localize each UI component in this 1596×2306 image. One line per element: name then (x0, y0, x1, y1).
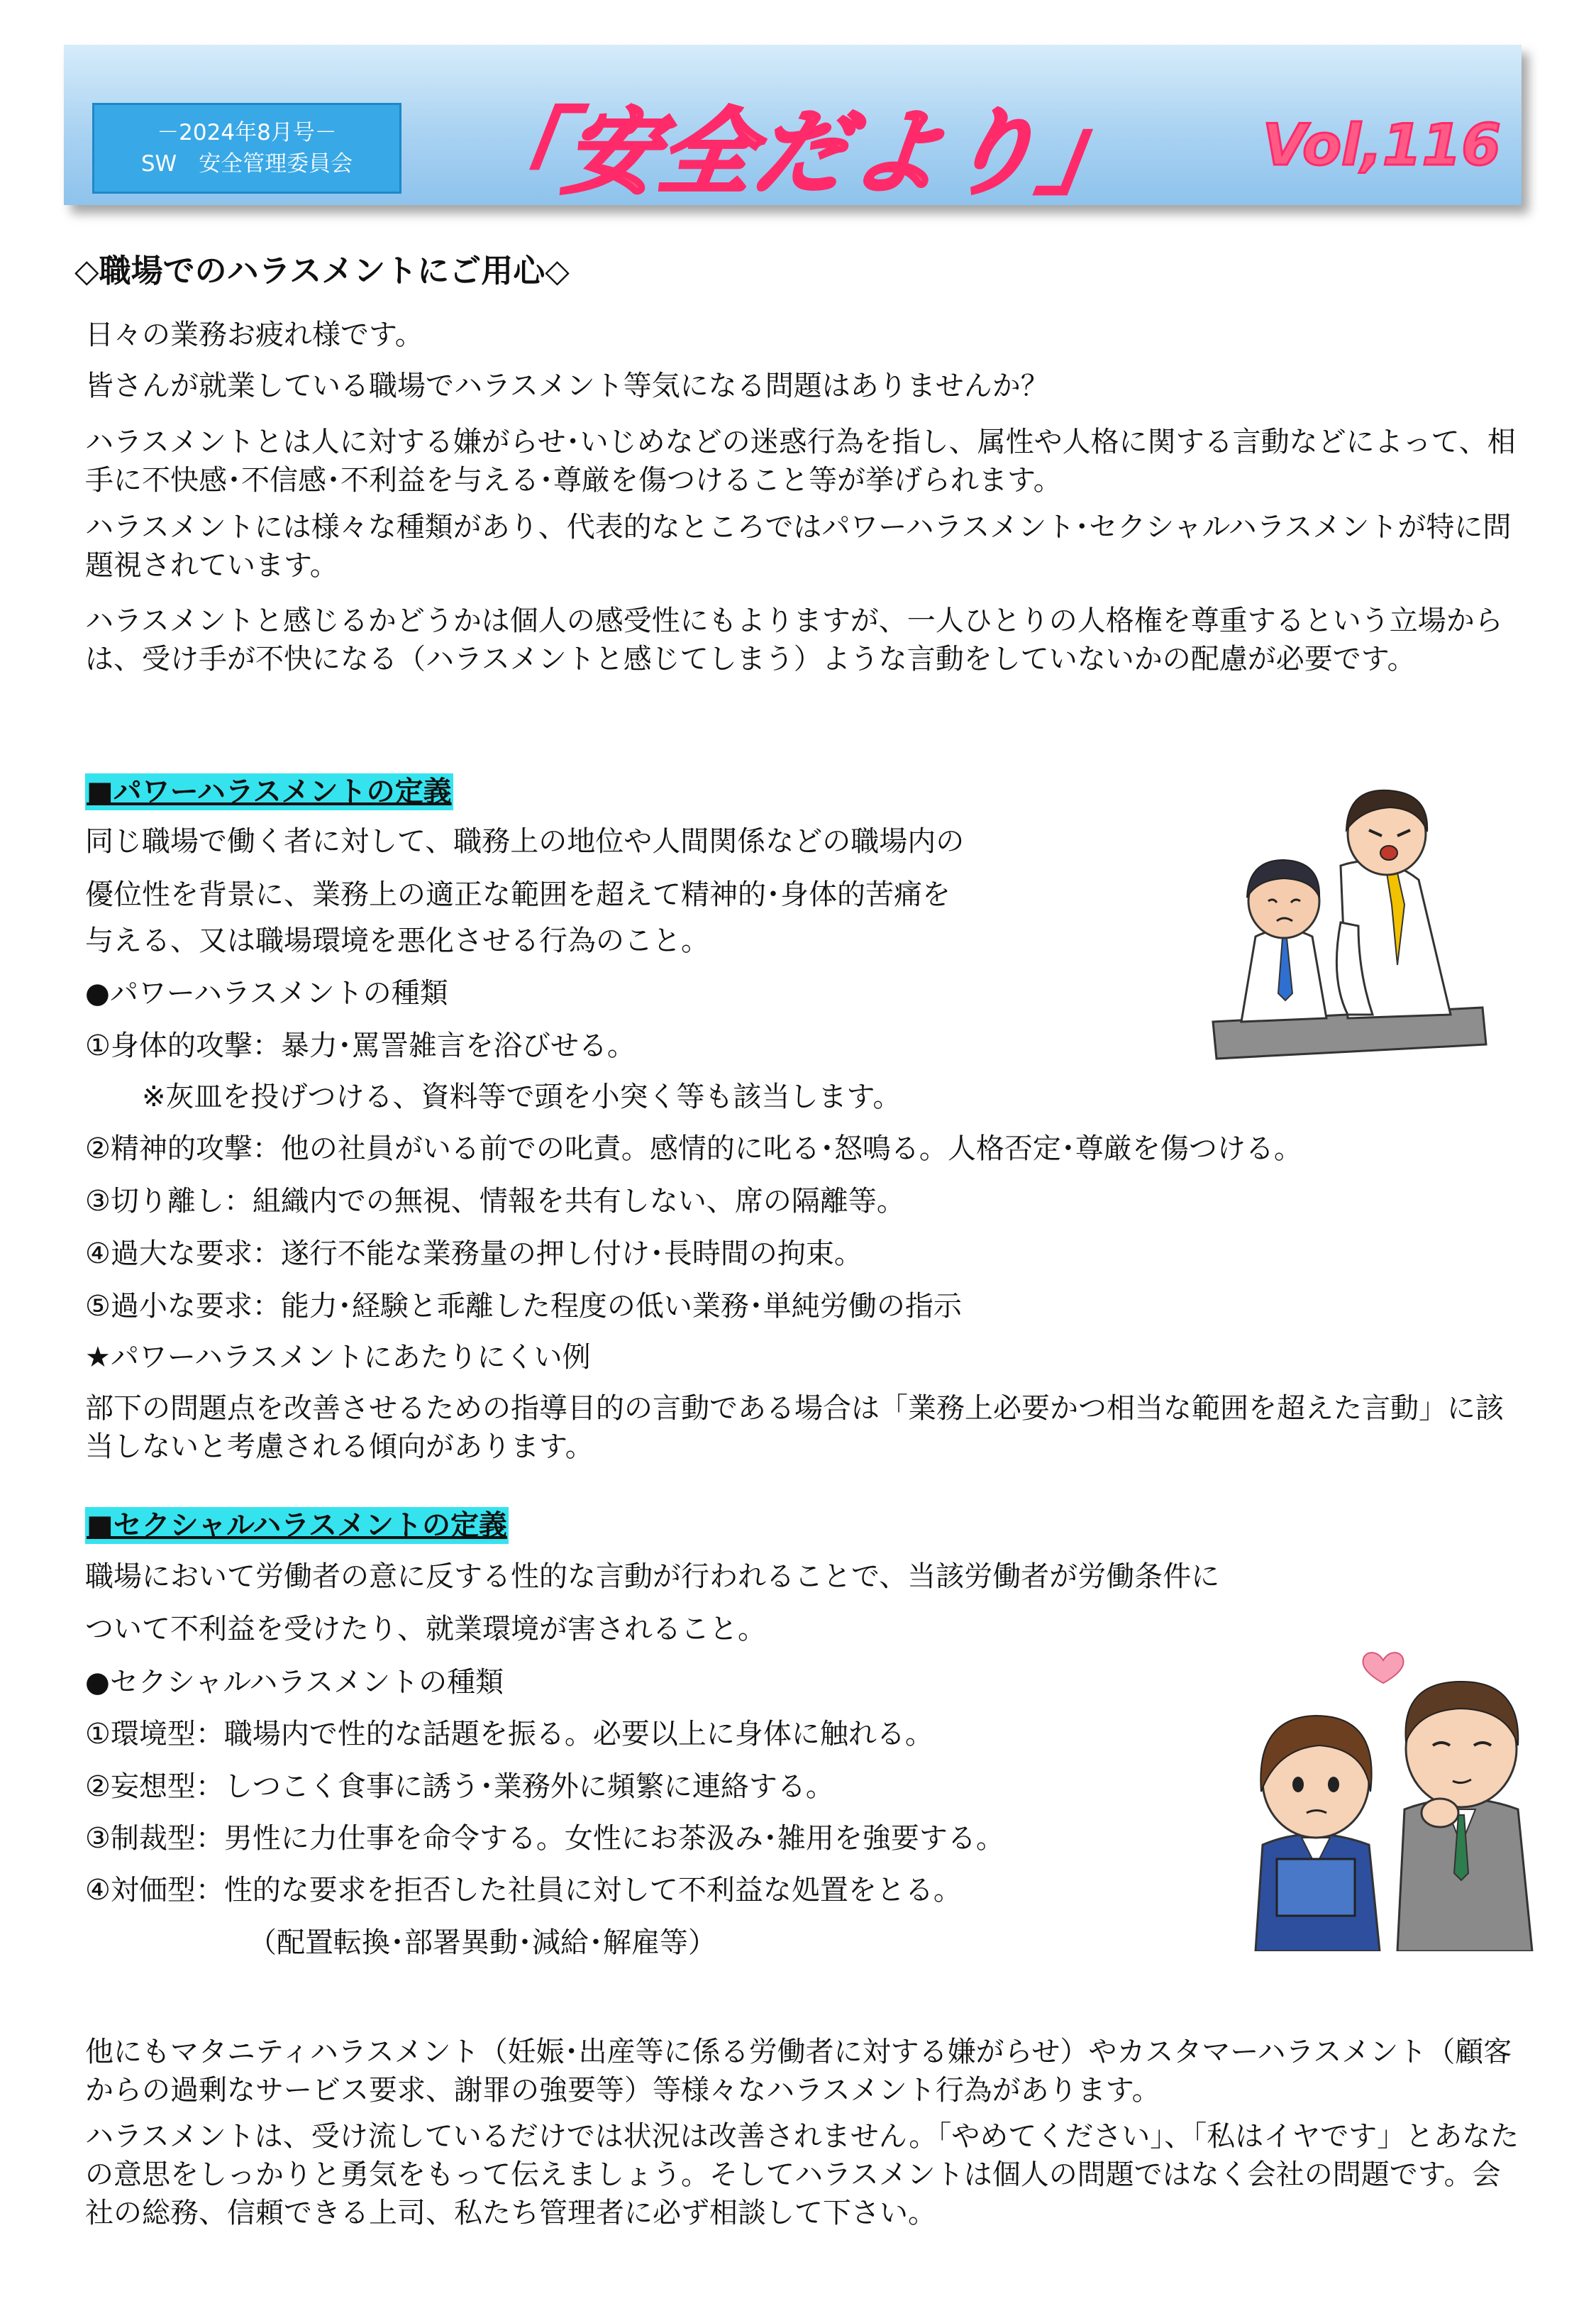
closing-paragraph-2: ハラスメントは、受け流しているだけでは状況は改善されません。「やめてください」、「私はイヤです」とあなたの意思をしっかりと勇気をもって伝えましょう。そしてハラスメントは個人の問題ではなく会社の問題です。会社の総務、信頼できる上司、私たち管理者に必ず相談して下さい。 (85, 2120, 1519, 2229)
intro-paragraph-3: ハラスメントとは人に対する嫌がらせ･いじめなどの迷惑行為を指し、属性や人格に関する言動などによって、相手に不快感･不信感･不利益を与える･尊厳を傷つけること等が挙げられます。 (85, 426, 1516, 497)
newsletter-title: 「安全だより」 (462, 99, 1144, 206)
closing-paragraph-1: 他にもマタニティハラスメント（妊娠･出産等に係る労働者に対する嫌がらせ）やカスタマーハラスメント（顧客からの過剰なサービス要求、謝罪の強要等）等様々なハラスメント行為があります。 (85, 2036, 1512, 2107)
power-type-item: ⑤過小な要求：能力･経験と乖離した程度の低い業務･単純労働の指示 (85, 1290, 962, 1323)
power-type-note: ※灰皿を投げつける、資料等で頭を小突く等も該当します。 (85, 1081, 902, 1113)
sexual-type-item: ④対価型：性的な要求を拒否した社員に対して不利益な処置をとる。 (85, 1874, 962, 1907)
power-type-item: ①身体的攻撃：暴力･罵詈雑言を浴びせる。 (85, 1030, 636, 1062)
power-definition-line-2: 優位性を背景に、業務上の適正な範囲を超えて精神的･身体的苦痛を (85, 878, 951, 911)
power-definition-line-1: 同じ職場で働く者に対して、職務上の地位や人間関係などの職場内の (85, 825, 965, 858)
issue-date: －2024年8月号－ (157, 120, 337, 145)
power-type-item: ③切り離し：組織内での無視、情報を共有しない、席の隔離等。 (85, 1185, 905, 1218)
header-banner (64, 45, 1522, 205)
power-example-text: 部下の問題点を改善させるための指導目的の言動である場合は「業務上必要かつ相当な範囲を超えた言動」に該当しないと考慮される傾向があります。 (85, 1392, 1504, 1463)
sexual-definition-line-2: ついて不利益を受けたり、就業環境が害されること。 (85, 1613, 766, 1645)
sexual-harassment-title: ■セクシャルハラスメントの定義 (85, 1507, 509, 1544)
sexual-type-note: （配置転換･部署異動･減給･解雇等） (248, 1926, 716, 1959)
power-harassment-illustration (1206, 780, 1490, 1064)
committee-name: SW 安全管理委員会 (140, 151, 353, 177)
sexual-harassment-illustration (1248, 1632, 1546, 1951)
power-definition-line-3: 与える、又は職場環境を悪化させる行為のこと。 (85, 925, 709, 957)
intro-paragraph-4: ハラスメントには様々な種類があり、代表的なところではパワーハラスメント･セクシャルハラスメントが特に問題視されています。 (85, 511, 1512, 582)
power-harassment-title: ■パワーハラスメントの定義 (85, 773, 453, 810)
intro-paragraph-1: 日々の業務お疲れ様です。 (85, 319, 423, 351)
power-types-title: ●パワーハラスメントの種類 (85, 977, 448, 1010)
sexual-type-item: ②妄想型：しつこく食事に誘う･業務外に頻繁に連絡する。 (85, 1770, 834, 1803)
volume-number: Vol,116 (1263, 112, 1501, 178)
intro-paragraph-2: 皆さんが就業している職場でハラスメント等気になる問題はありませんか？ (85, 370, 1049, 402)
intro-paragraph-5: ハラスメントと感じるかどうかは個人の感受性にもよりますが、一人ひとりの人格権を尊重するという立場からは、受け手が不快になる（ハラスメントと感じてしまう）ような言動をしていないかの配慮が必要です。 (85, 605, 1503, 675)
power-type-item: ②精神的攻撃：他の社員がいる前での叱責。感情的に叱る･怒鳴る。人格否定･尊厳を傷つける。 (85, 1132, 1302, 1165)
main-heading: ◇職場でのハラスメントにご用心◇ (74, 252, 570, 289)
sexual-type-item: ③制裁型：男性に力仕事を命令する。女性にお茶汲み･雑用を強要する。 (85, 1822, 1004, 1855)
issue-box (92, 103, 401, 194)
power-type-item: ④過大な要求：遂行不能な業務量の押し付け･長時間の拘束。 (85, 1237, 863, 1270)
sexual-definition-line-1: 職場において労働者の意に反する性的な言動が行われることで、当該労働者が労働条件に (85, 1560, 1220, 1593)
sexual-types-title: ●セクシャルハラスメントの種類 (85, 1666, 504, 1699)
power-example-title: ★パワーハラスメントにあたりにくい例 (85, 1341, 591, 1374)
sexual-type-item: ①環境型：職場内で性的な話題を振る。必要以上に身体に触れる。 (85, 1718, 933, 1750)
